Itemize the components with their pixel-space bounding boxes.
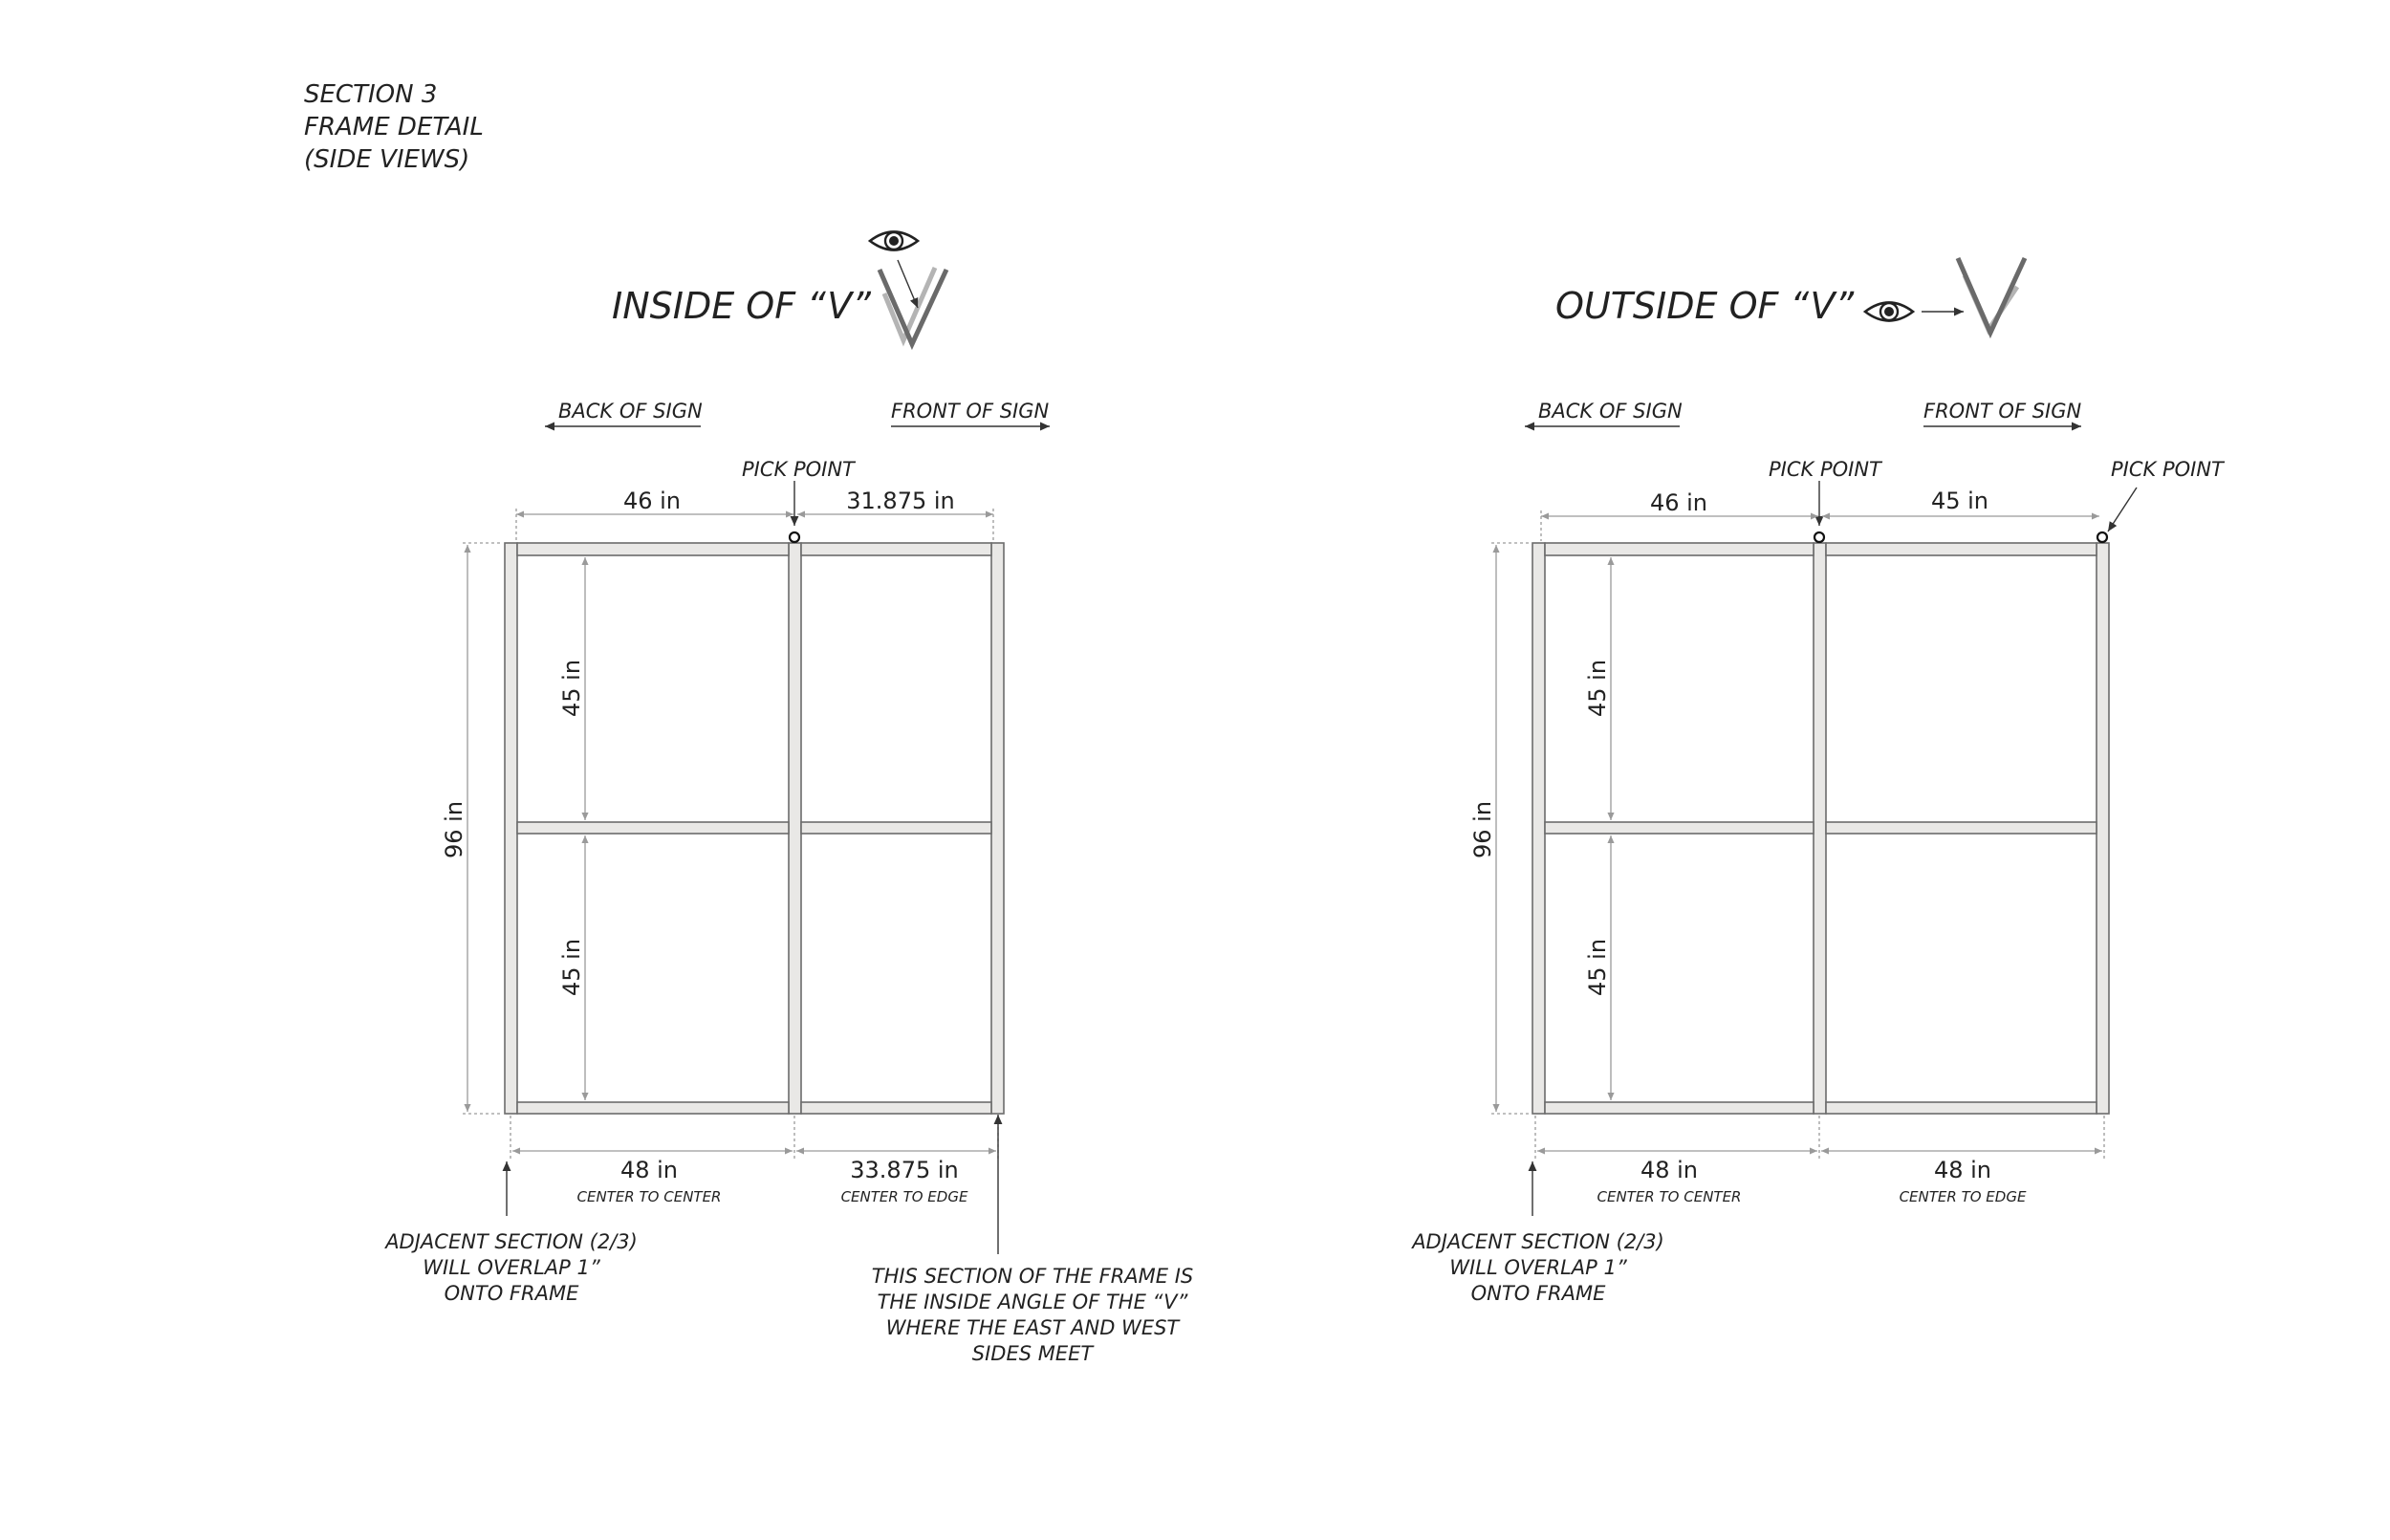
back-of-sign-label: BACK OF SIGN	[1538, 400, 1683, 423]
note-left-line-1: ADJACENT SECTION (2/3)	[385, 1230, 638, 1253]
section-header	[304, 80, 484, 174]
pick-point-marker	[790, 532, 799, 542]
front-of-sign-label: FRONT OF SIGN	[891, 400, 1050, 423]
v-frame-icon	[880, 268, 946, 344]
adjacent-section-note	[383, 1230, 638, 1305]
pick-point-marker-2	[2097, 532, 2107, 542]
pick-point-label-2: PICK POINT	[2111, 458, 2224, 481]
adjacent-section-note	[1410, 1230, 1664, 1305]
note-right-line-4: SIDES MEET	[971, 1342, 1094, 1365]
upper-panel-dimension: 45 in	[558, 659, 585, 718]
height-dimension-label: 96 in	[441, 800, 467, 859]
bottom-left-dimension: 48 in	[619, 1157, 679, 1183]
bottom-left-dimension: 48 in	[1640, 1157, 1699, 1183]
v-frame-icon	[1958, 258, 2025, 333]
arrow-icon	[898, 260, 918, 308]
top-rail-right	[801, 543, 991, 555]
note-right-line-3: WHERE THE EAST AND WEST	[885, 1316, 1180, 1339]
back-of-sign-indicator	[1525, 400, 1683, 426]
middle-rail-right	[1826, 822, 2097, 834]
lower-panel-dimension: 45 in	[558, 938, 585, 997]
upper-panel-dimension: 45 in	[1584, 659, 1611, 718]
top-right-dimension: 45 in	[1930, 488, 1989, 514]
right-post	[991, 543, 1004, 1114]
note-left-line-3: ONTO FRAME	[444, 1282, 579, 1305]
bottom-right-subnote: CENTER TO EDGE	[1899, 1188, 2027, 1205]
note-left-line-2: WILL OVERLAP 1”	[423, 1256, 600, 1279]
eye-icon	[1865, 303, 1913, 321]
center-post	[1814, 543, 1826, 1114]
right-post	[2097, 543, 2109, 1114]
header-line-3: (SIDE VIEWS)	[304, 145, 470, 174]
front-of-sign-indicator	[891, 400, 1050, 426]
top-rail-right	[1826, 543, 2097, 555]
note-right-line-1: THIS SECTION OF THE FRAME IS	[871, 1265, 1194, 1288]
bottom-rail-right	[801, 1102, 991, 1114]
note-left-line-1: ADJACENT SECTION (2/3)	[1412, 1230, 1664, 1253]
bottom-rail-right	[1826, 1102, 2097, 1114]
left-post	[1532, 543, 1545, 1114]
top-rail-left	[517, 543, 789, 555]
middle-rail-right	[801, 822, 991, 834]
height-dimension	[1469, 543, 1530, 1114]
front-of-sign-label: FRONT OF SIGN	[1923, 400, 2082, 423]
bottom-dimensions	[1535, 1116, 2104, 1205]
bottom-left-subnote: CENTER TO CENTER	[1597, 1188, 1742, 1205]
bottom-right-dimension: 48 in	[1933, 1157, 1992, 1183]
top-left-dimension: 46 in	[1649, 489, 1708, 516]
bottom-dimensions	[511, 1116, 998, 1205]
inside-angle-note	[872, 1265, 1193, 1365]
pick-point-marker-1	[1814, 532, 1824, 542]
outside-view-title: OUTSIDE OF “V”	[1555, 285, 1855, 327]
height-dimension	[441, 543, 503, 1114]
inside-view-title: INSIDE OF “V”	[612, 285, 871, 327]
back-of-sign-label: BACK OF SIGN	[558, 400, 703, 423]
top-dimensions	[516, 488, 993, 541]
bottom-rail-left	[1545, 1102, 1814, 1114]
eye-icon	[870, 232, 918, 250]
frame	[505, 532, 1004, 1114]
bottom-right-subnote: CENTER TO EDGE	[840, 1188, 968, 1205]
bottom-left-subnote: CENTER TO CENTER	[576, 1188, 722, 1205]
note-left-line-3: ONTO FRAME	[1470, 1282, 1606, 1305]
pick-point-label: PICK POINT	[742, 458, 855, 481]
pick-point-label-1: PICK POINT	[1769, 458, 1881, 481]
note-right-line-2: THE INSIDE ANGLE OF THE “V”	[877, 1291, 1188, 1313]
outside-view	[1410, 258, 2226, 1305]
frame	[1532, 532, 2109, 1114]
front-of-sign-indicator	[1923, 400, 2081, 426]
left-post	[505, 543, 517, 1114]
top-rail-left	[1545, 543, 1814, 555]
bottom-rail-left	[517, 1102, 789, 1114]
back-of-sign-indicator	[545, 400, 703, 426]
note-left-line-2: WILL OVERLAP 1”	[1449, 1256, 1627, 1279]
header-line-1: SECTION 3	[304, 80, 438, 109]
pick-point-leader-2	[2108, 488, 2137, 531]
top-left-dimension: 46 in	[622, 488, 682, 514]
inside-view	[383, 232, 1193, 1366]
header-line-2: FRAME DETAIL	[304, 113, 484, 141]
middle-rail-left	[517, 822, 789, 834]
center-post	[789, 543, 801, 1114]
lower-panel-dimension: 45 in	[1584, 938, 1611, 997]
height-dimension-label: 96 in	[1469, 800, 1496, 859]
bottom-right-dimension: 33.875 in	[850, 1157, 959, 1183]
top-right-dimension: 31.875 in	[846, 488, 955, 514]
middle-rail-left	[1545, 822, 1814, 834]
